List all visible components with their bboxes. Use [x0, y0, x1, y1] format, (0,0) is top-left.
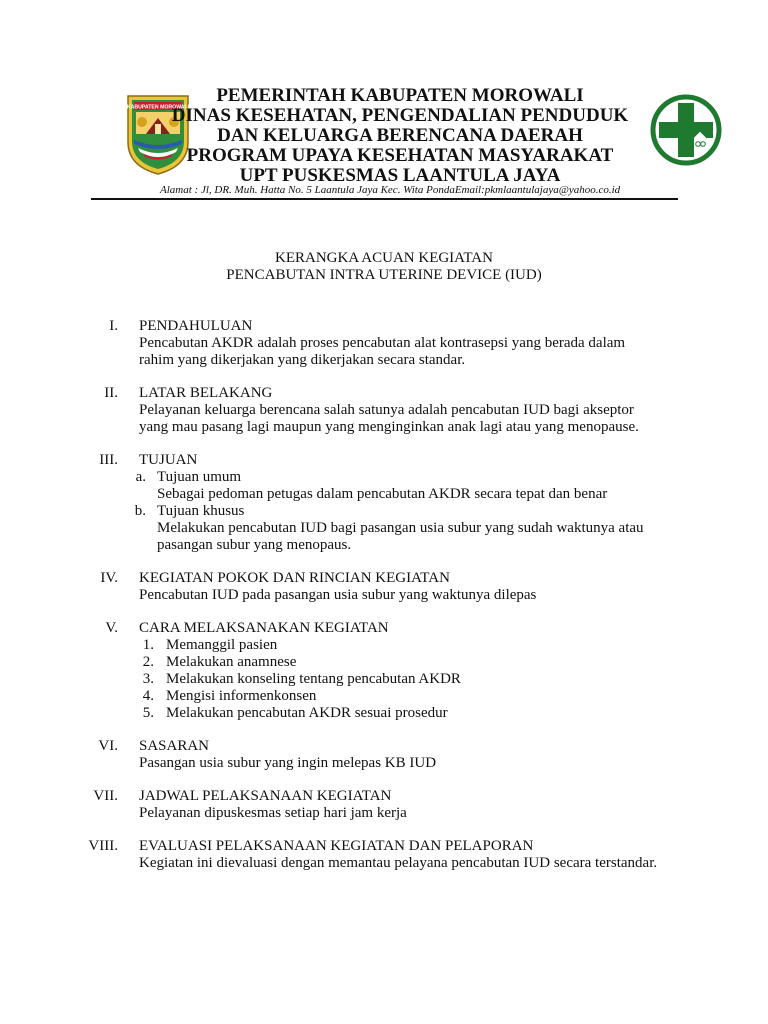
section-number: VII.	[93, 788, 118, 804]
address-line: Alamat : Jl, DR. Muh. Hatta No. 5 Laantula Jaya Kec. Wita PondaEmail:pkmlaantulajaya@yahoo.co.id	[160, 184, 621, 196]
list-item: Memanggil pasien	[166, 637, 278, 653]
header-divider	[91, 198, 678, 200]
list-item-number: 2.	[142, 654, 154, 670]
document-title-line-2: PENCABUTAN INTRA UTERINE DEVICE (IUD)	[226, 267, 542, 283]
section-heading: PENDAHULUAN	[139, 318, 253, 334]
list-item-number: 5.	[142, 705, 154, 721]
section-number: III.	[99, 452, 118, 468]
section-heading: KEGIATAN POKOK DAN RINCIAN KEGIATAN	[139, 570, 450, 586]
section-heading: JADWAL PELAKSANAAN KEGIATAN	[139, 788, 392, 804]
section-number: V.	[105, 620, 118, 636]
list-item: Melakukan konseling tentang pencabutan AKDR	[166, 671, 461, 687]
list-item: Melakukan anamnese	[166, 654, 297, 670]
section-number: VIII.	[88, 838, 118, 854]
list-item-number: 4.	[142, 688, 154, 704]
list-item: Melakukan pencabutan AKDR sesuai prosedur	[166, 705, 448, 721]
section-number: II.	[104, 385, 118, 401]
sub-item-title: Tujuan khusus	[157, 503, 245, 519]
letterhead	[150, 86, 650, 186]
sub-item-title: Tujuan umum	[157, 469, 242, 485]
letterhead-line-2: DINAS KESEHATAN, PENGENDALIAN PENDUDUK	[171, 105, 629, 126]
list-item-number: 3.	[142, 671, 154, 687]
letterhead-line-1: PEMERINTAH KABUPATEN MOROWALI	[216, 85, 584, 106]
letterhead-line-4: PROGRAM UPAYA KESEHATAN MASYARAKAT	[186, 145, 614, 166]
section-number: I.	[109, 318, 118, 334]
section-body-line: Kegiatan ini dievaluasi dengan memantau pelayana pencabutan IUD secara terstandar.	[139, 855, 658, 871]
section-heading: SASARAN	[139, 738, 210, 754]
section-body-line: Pelayanan dipuskesmas setiap hari jam kerja	[139, 805, 407, 821]
sub-item-label: a.	[135, 469, 146, 485]
section-heading: CARA MELAKSANAKAN KEGIATAN	[139, 620, 389, 636]
section-body-line: yang mau pasang lagi maupun yang menginginkan anak lagi atau yang menopause.	[139, 419, 639, 435]
section-body-line: Pelayanan keluarga berencana salah satunya adalah pencabutan IUD bagi akseptor	[139, 402, 634, 418]
list-item-number: 1.	[142, 637, 154, 653]
puskesmas-logo-icon	[649, 89, 723, 171]
section-number: IV.	[100, 570, 118, 586]
section-number: VI.	[98, 738, 118, 754]
list-item: Mengisi informenkonsen	[166, 688, 317, 704]
section-heading: LATAR BELAKANG	[139, 385, 273, 401]
sub-item-body-line: Sebagai pedoman petugas dalam pencabutan AKDR secara tepat dan benar	[157, 486, 608, 502]
sub-item-body-line: pasangan subur yang menopaus.	[157, 537, 352, 553]
sub-item-body-line: Melakukan pencabutan IUD bagi pasangan usia subur yang sudah waktunya atau	[157, 520, 644, 536]
section-heading: EVALUASI PELAKSANAAN KEGIATAN DAN PELAPORAN	[139, 838, 534, 854]
section-heading: TUJUAN	[139, 452, 198, 468]
sub-item-label: b.	[134, 503, 146, 519]
section-body-line: Pencabutan IUD pada pasangan usia subur yang waktunya dilepas	[139, 587, 537, 603]
section-body-line: rahim yang dikerjakan yang dikerjakan secara standar.	[139, 352, 466, 368]
document-title-line-1: KERANGKA ACUAN KEGIATAN	[275, 250, 493, 266]
letterhead-line-3: DAN KELUARGA BERENCANA DAERAH	[217, 125, 583, 146]
emblem-text: KABUPATEN MOROWALI	[126, 104, 190, 111]
section-body-line: Pencabutan AKDR adalah proses pencabutan alat kontrasepsi yang berada dalam	[139, 335, 626, 351]
letterhead-line-5: UPT PUSKESMAS LAANTULA JAYA	[239, 165, 561, 186]
section-body-line: Pasangan usia subur yang ingin melepas KB IUD	[139, 755, 437, 771]
